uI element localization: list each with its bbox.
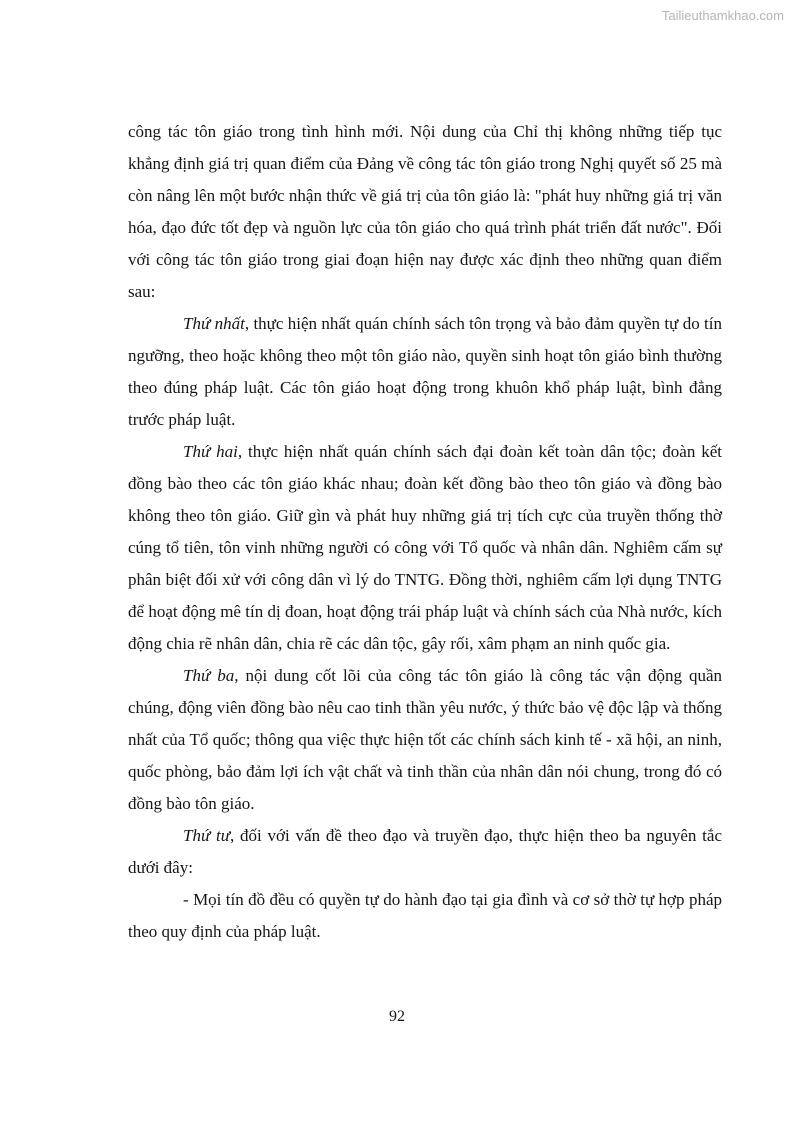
paragraph-lead: Thứ tư — [183, 826, 231, 845]
page-number: 92 — [389, 1008, 405, 1025]
paragraph — [128, 436, 722, 660]
paragraph-lead: Thứ nhất — [183, 314, 245, 333]
watermark: Tailieuthamkhao.com — [661, 8, 784, 23]
paragraph — [128, 116, 722, 308]
paragraph-text: - Mọi tín đồ đều có quyền tự do hành đạo tại gia đình và cơ sở thờ tự hợp pháp theo quy định của pháp luật. — [128, 890, 722, 941]
paragraph — [128, 660, 722, 820]
paragraph-text: , nội dung cốt lõi của công tác tôn giáo là công tác vận động quần chúng, động viên đồng bào nêu cao tinh thần yêu nước, ý thức bảo vệ độc lập và thống nhất của Tổ quốc; thông qua việc thực hiện tốt các chính sách kinh tế - xã hội, an ninh, quốc phòng, bảo đảm lợi ích vật chất và tinh thần của nhân dân nói chung, trong đó có đồng bào tôn giáo. — [128, 666, 722, 813]
paragraph-text: công tác tôn giáo trong tình hình mới. Nội dung của Chỉ thị không những tiếp tục khẳng định giá trị quan điểm của Đảng về công tác tôn giáo trong Nghị quyết số 25 mà còn nâng lên một bước nhận thức về giá trị của tôn giáo là: "phát huy những giá trị văn hóa, đạo đức tốt đẹp và nguồn lực của tôn giáo cho quá trình phát triển đất nước". Đối với công tác tôn giáo trong giai đoạn hiện nay được xác định theo những quan điểm sau: — [128, 122, 722, 301]
paragraph — [128, 308, 722, 436]
paragraph-text: , thực hiện nhất quán chính sách đại đoàn kết toàn dân tộc; đoàn kết đồng bào theo các tôn giáo khác nhau; đoàn kết đồng bào theo tôn giáo và đồng bào không theo tôn giáo. Giữ gìn và phát huy những giá trị tích cực của truyền thống thờ cúng tổ tiên, tôn vinh những người có công với Tổ quốc và nhân dân. Nghiêm cấm sự phân biệt đối xử với công dân vì lý do TNTG. Đồng thời, nghiêm cấm lợi dụng TNTG để hoạt động mê tín dị đoan, hoạt động trái pháp luật và chính sách của Nhà nước, kích động chia rẽ nhân dân, chia rẽ các dân tộc, gây rối, xâm phạm an ninh quốc gia. — [128, 442, 722, 653]
paragraph-text: , thực hiện nhất quán chính sách tôn trọng và bảo đảm quyền tự do tín ngưỡng, theo hoặc không theo một tôn giáo nào, quyền sinh hoạt tôn giáo bình thường theo đúng pháp luật. Các tôn giáo hoạt động trong khuôn khổ pháp luật, bình đẳng trước pháp luật. — [128, 314, 723, 429]
paragraph-lead: Thứ ba — [183, 666, 235, 685]
paragraph-lead: Thứ hai — [183, 442, 238, 461]
paragraph — [128, 820, 722, 884]
paragraph — [128, 884, 722, 948]
page-content — [128, 116, 722, 948]
paragraph-text: , đối với vấn đề theo đạo và truyền đạo, thực hiện theo ba nguyên tắc dưới đây: — [128, 826, 722, 877]
